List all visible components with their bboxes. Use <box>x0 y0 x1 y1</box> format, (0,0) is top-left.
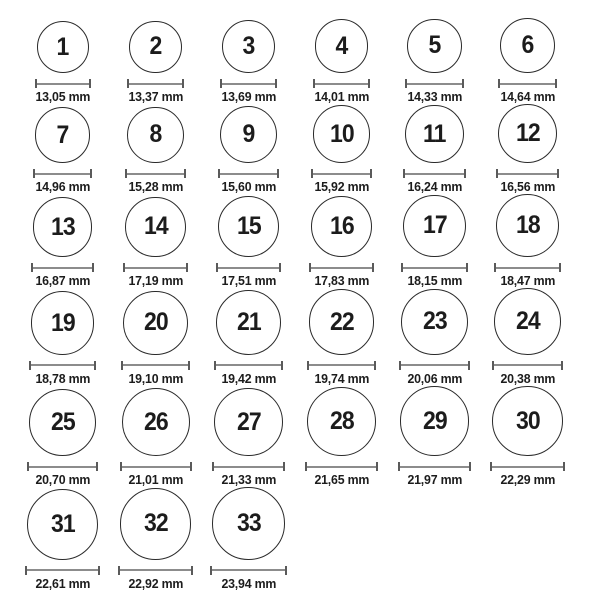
ring-circle <box>123 291 187 355</box>
ring-size-cell <box>16 489 109 591</box>
diameter-label: 15,60 mm <box>221 179 276 195</box>
diameter-measure-line <box>494 263 561 272</box>
ring-circle <box>212 487 284 559</box>
diameter-label: 13,69 mm <box>221 89 276 105</box>
ring-circle <box>407 19 462 74</box>
ring-size-number: 27 <box>236 407 261 436</box>
diameter-measure-line <box>490 462 565 471</box>
ring-circle <box>498 104 557 163</box>
ring-size-cell <box>202 20 295 104</box>
ring-size-number: 15 <box>236 212 261 241</box>
ring-circle <box>307 387 376 456</box>
diameter-label: 16,56 mm <box>500 179 555 195</box>
diameter-measure-line <box>216 263 281 272</box>
diameter-label: 14,96 mm <box>35 179 90 195</box>
ring-size-cell <box>16 21 109 104</box>
ring-size-number: 12 <box>515 119 540 148</box>
ring-size-cell <box>388 105 481 194</box>
diameter-label: 14,64 mm <box>500 89 555 105</box>
ring-circle <box>120 488 192 560</box>
ring-size-number: 29 <box>422 406 447 435</box>
ring-size-cell <box>202 196 295 288</box>
diameter-label: 23,94 mm <box>221 575 276 591</box>
ring-circle <box>403 195 465 257</box>
diameter-label: 22,29 mm <box>500 472 555 488</box>
ring-circle <box>33 197 93 257</box>
ring-size-cell <box>109 291 202 386</box>
ring-size-number: 1 <box>56 32 69 61</box>
ring-size-cell <box>202 106 295 194</box>
ring-size-number: 21 <box>236 307 261 336</box>
ring-size-cell <box>295 289 388 385</box>
ring-size-number: 33 <box>236 509 261 538</box>
ring-size-number: 9 <box>242 120 255 149</box>
diameter-label: 20,70 mm <box>35 472 90 488</box>
diameter-measure-line <box>405 79 464 88</box>
diameter-label: 17,19 mm <box>128 273 183 289</box>
diameter-label: 18,78 mm <box>35 370 90 386</box>
ring-size-cell <box>109 21 202 105</box>
ring-size-number: 6 <box>521 31 534 60</box>
ring-size-cell <box>202 388 295 488</box>
diameter-label: 18,47 mm <box>500 273 555 289</box>
ring-size-cell <box>202 290 295 386</box>
ring-size-number: 28 <box>329 407 354 436</box>
ring-size-cell <box>388 19 481 105</box>
diameter-label: 14,33 mm <box>407 89 462 105</box>
diameter-measure-line <box>218 169 279 178</box>
ring-circle <box>214 388 283 457</box>
ring-circle <box>313 105 371 163</box>
diameter-measure-line <box>313 79 371 88</box>
diameter-label: 18,15 mm <box>407 273 462 289</box>
ring-size-number: 30 <box>515 406 540 435</box>
diameter-measure-line <box>401 263 467 272</box>
ring-size-cell <box>295 105 388 194</box>
diameter-label: 14,01 mm <box>314 89 369 105</box>
diameter-measure-line <box>125 169 185 178</box>
diameter-label: 16,24 mm <box>407 179 462 195</box>
chart-row <box>16 288 600 386</box>
diameter-label: 15,28 mm <box>128 179 183 195</box>
ring-circle <box>35 107 91 163</box>
ring-size-cell <box>16 107 109 194</box>
ring-size-number: 4 <box>335 31 348 60</box>
ring-circle <box>496 194 559 257</box>
ring-size-cell <box>481 288 574 386</box>
ring-circle <box>222 20 275 73</box>
ring-size-number: 23 <box>422 307 447 336</box>
ring-size-cell <box>388 195 481 288</box>
ring-size-cell <box>16 197 109 288</box>
ring-size-cell <box>16 389 109 487</box>
diameter-label: 21,97 mm <box>407 472 462 488</box>
ring-size-cell <box>109 107 202 194</box>
ring-circle <box>309 289 374 354</box>
diameter-measure-line <box>220 79 277 88</box>
diameter-measure-line <box>492 361 563 370</box>
ring-size-number: 19 <box>50 308 75 337</box>
diameter-label: 17,83 mm <box>314 273 369 289</box>
ring-size-cell <box>109 488 202 591</box>
diameter-label: 21,33 mm <box>221 472 276 488</box>
diameter-measure-line <box>25 566 100 575</box>
ring-size-number: 3 <box>242 32 255 61</box>
chart-row <box>16 18 600 104</box>
diameter-measure-line <box>29 361 97 370</box>
ring-size-number: 5 <box>428 31 441 60</box>
ring-circle <box>27 489 98 560</box>
diameter-measure-line <box>214 361 283 370</box>
diameter-measure-line <box>398 462 472 471</box>
diameter-measure-line <box>31 263 95 272</box>
ring-size-number: 8 <box>149 120 162 149</box>
ring-size-cell <box>481 194 574 288</box>
ring-size-number: 18 <box>515 211 540 240</box>
ring-circle <box>400 386 470 456</box>
ring-size-cell <box>109 197 202 288</box>
ring-size-cell <box>481 386 574 488</box>
diameter-label: 19,74 mm <box>314 370 369 386</box>
chart-row <box>16 487 600 590</box>
ring-circle <box>311 196 373 258</box>
ring-size-cell <box>295 387 388 487</box>
ring-size-number: 22 <box>329 307 354 336</box>
ring-size-number: 24 <box>515 306 540 335</box>
ring-size-number: 2 <box>149 32 162 61</box>
diameter-measure-line <box>35 79 91 88</box>
diameter-measure-line <box>210 566 286 575</box>
diameter-measure-line <box>120 462 192 471</box>
diameter-measure-line <box>127 79 184 88</box>
ring-size-cell <box>109 388 202 487</box>
diameter-measure-line <box>309 263 375 272</box>
ring-size-cell <box>202 487 295 590</box>
diameter-label: 20,06 mm <box>407 370 462 386</box>
ring-circle <box>31 291 95 355</box>
ring-size-number: 32 <box>143 509 168 538</box>
diameter-label: 17,51 mm <box>221 273 276 289</box>
ring-circle <box>216 290 281 355</box>
diameter-label: 21,65 mm <box>314 472 369 488</box>
ring-size-number: 14 <box>143 212 168 241</box>
diameter-measure-line <box>212 462 285 471</box>
diameter-measure-line <box>498 79 557 88</box>
ring-size-number: 31 <box>50 509 75 538</box>
diameter-measure-line <box>33 169 93 178</box>
ring-circle <box>37 21 89 73</box>
ring-circle <box>405 105 463 163</box>
ring-size-cell <box>295 196 388 289</box>
diameter-label: 16,87 mm <box>35 273 90 289</box>
ring-size-number: 25 <box>50 408 75 437</box>
diameter-measure-line <box>121 361 189 370</box>
ring-circle <box>494 288 561 355</box>
ring-size-number: 20 <box>143 308 168 337</box>
ring-size-cell <box>481 104 574 194</box>
diameter-measure-line <box>27 462 98 471</box>
ring-circle <box>129 21 182 74</box>
ring-circle <box>401 289 467 355</box>
diameter-measure-line <box>496 169 559 178</box>
diameter-measure-line <box>118 566 194 575</box>
ring-circle <box>220 106 277 163</box>
diameter-label: 22,92 mm <box>128 575 183 591</box>
ring-size-number: 11 <box>423 119 446 148</box>
diameter-measure-line <box>307 361 376 370</box>
diameter-label: 20,38 mm <box>500 370 555 386</box>
ring-circle <box>500 18 555 73</box>
ring-circle <box>125 197 185 257</box>
diameter-measure-line <box>123 263 187 272</box>
ring-size-number: 7 <box>56 120 69 149</box>
ring-size-cell <box>295 19 388 104</box>
diameter-label: 19,42 mm <box>221 370 276 386</box>
ring-size-number: 26 <box>143 407 168 436</box>
ring-size-cell <box>388 289 481 386</box>
chart-row <box>16 194 600 288</box>
ring-circle <box>127 107 183 163</box>
ring-size-number: 16 <box>329 211 354 240</box>
chart-row <box>16 386 600 488</box>
diameter-measure-line <box>399 361 469 370</box>
ring-circle <box>29 389 96 456</box>
ring-circle <box>218 196 279 257</box>
diameter-label: 13,05 mm <box>35 89 90 105</box>
diameter-measure-line <box>311 169 373 178</box>
diameter-label: 22,61 mm <box>35 575 90 591</box>
diameter-label: 15,92 mm <box>314 179 369 195</box>
diameter-label: 19,10 mm <box>128 370 183 386</box>
ring-size-number: 17 <box>422 211 447 240</box>
ring-size-cell <box>16 291 109 386</box>
diameter-label: 21,01 mm <box>128 472 183 488</box>
ring-size-cell <box>481 18 574 104</box>
chart-row <box>16 104 600 194</box>
ring-circle <box>122 388 190 456</box>
ring-size-cell <box>388 386 481 487</box>
ring-size-number: 13 <box>50 212 75 241</box>
ring-size-number: 10 <box>329 119 354 148</box>
ring-circle <box>315 19 369 73</box>
ring-circle <box>492 386 563 457</box>
diameter-measure-line <box>305 462 378 471</box>
diameter-measure-line <box>403 169 465 178</box>
diameter-label: 13,37 mm <box>128 89 183 105</box>
